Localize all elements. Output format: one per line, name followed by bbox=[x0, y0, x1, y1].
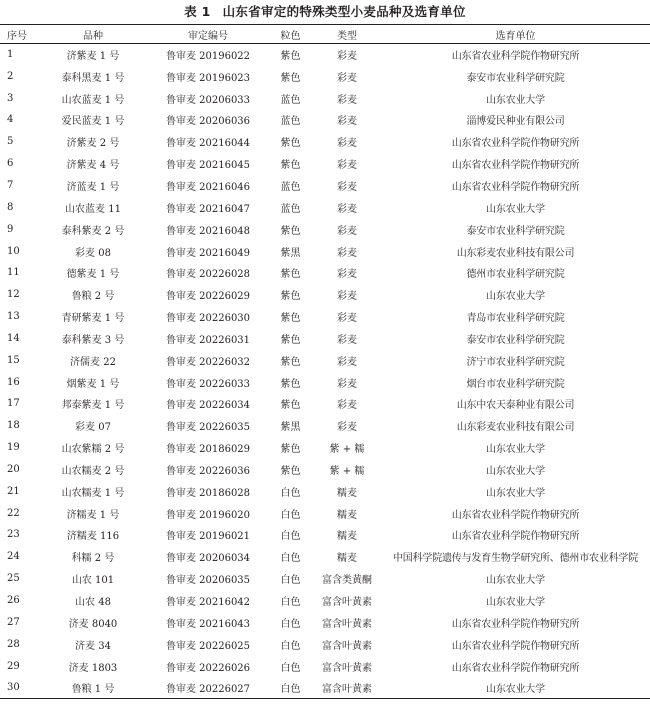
header-approval-code: 审定编号 bbox=[148, 25, 268, 44]
cell-serial: 15 bbox=[7, 354, 20, 366]
cell-variety: 济紫麦 2 号 bbox=[66, 138, 120, 150]
cell-serial: 30 bbox=[0, 677, 38, 699]
table-row bbox=[0, 568, 650, 590]
cell-type: 彩麦 bbox=[337, 400, 357, 412]
table-row bbox=[0, 459, 650, 481]
table-title: 山东省审定的特殊类型小麦品种及选育单位 bbox=[222, 4, 466, 19]
cell-approval-code: 鲁审麦 20216043 bbox=[165, 618, 251, 630]
cell-breeding-unit: 山东农业大学 bbox=[486, 291, 545, 303]
cell-variety: 青研紫麦 1 号 bbox=[61, 313, 125, 325]
table-row bbox=[0, 44, 650, 66]
cell-type: 富含叶黄素 bbox=[322, 618, 372, 630]
table-row bbox=[0, 524, 650, 546]
cell-type: 彩麦 bbox=[337, 378, 357, 390]
table-row bbox=[0, 611, 650, 633]
cell-grain-color: 白色 bbox=[268, 677, 313, 699]
table-row bbox=[0, 415, 650, 437]
cell-variety: 山农 101 bbox=[71, 575, 115, 587]
cell-approval-code: 鲁审麦 20226031 bbox=[165, 334, 251, 346]
cell-serial: 26 bbox=[7, 595, 20, 607]
cell-approval-code: 鲁审麦 20216046 bbox=[165, 181, 251, 193]
cell-breeding-unit: 山东省农业科学院作物研究所 bbox=[451, 509, 580, 521]
cell-type: 紫 + 糯 bbox=[329, 444, 365, 456]
cell-grain-color: 白色 bbox=[280, 597, 301, 609]
cell-grain-color: 白色 bbox=[280, 553, 301, 565]
table-row bbox=[0, 65, 650, 87]
cell-serial: 4 bbox=[7, 114, 14, 126]
cell-serial: 21 bbox=[7, 485, 20, 497]
cell-type: 彩麦 bbox=[337, 138, 357, 150]
cell-serial: 3 bbox=[7, 92, 14, 104]
cell-serial: 16 bbox=[7, 376, 20, 388]
cell-breeding-unit: 泰安市农业科学研究院 bbox=[466, 225, 565, 237]
cell-grain-color: 紫色 bbox=[280, 378, 301, 390]
cell-type: 彩麦 bbox=[337, 269, 357, 281]
cell-grain-color: 紫色 bbox=[280, 160, 301, 172]
cell-approval-code: 鲁审麦 20206036 bbox=[165, 116, 251, 128]
cell-approval-code: 鲁审麦 20226030 bbox=[165, 313, 251, 325]
cell-serial: 23 bbox=[7, 529, 20, 541]
cell-type: 糯麦 bbox=[337, 531, 357, 543]
cell-breeding-unit: 山东中农天泰种业有限公司 bbox=[456, 400, 575, 412]
cell-serial: 11 bbox=[7, 267, 20, 279]
cell-grain-color: 紫色 bbox=[280, 465, 301, 477]
cell-serial: 18 bbox=[7, 420, 20, 432]
header-variety: 品种 bbox=[38, 25, 148, 44]
cell-breeding-unit: 济宁市农业科学研究院 bbox=[466, 356, 565, 368]
cell-grain-color: 白色 bbox=[280, 487, 301, 499]
cell-variety: 济糯麦 116 bbox=[66, 531, 120, 543]
cell-serial: 19 bbox=[7, 442, 20, 454]
cell-approval-code: 鲁审麦 20206033 bbox=[165, 94, 251, 106]
table-row bbox=[0, 437, 650, 459]
cell-variety: 山农糯麦 2 号 bbox=[61, 465, 125, 477]
cell-variety: 山农蓝麦 1 号 bbox=[61, 94, 125, 106]
cell-grain-color: 蓝色 bbox=[280, 181, 301, 193]
cell-grain-color: 蓝色 bbox=[280, 116, 301, 128]
cell-approval-code: 鲁审麦 20226032 bbox=[165, 356, 251, 368]
cell-approval-code: 鲁审麦 20216045 bbox=[165, 160, 251, 172]
cell-grain-color: 蓝色 bbox=[280, 94, 301, 106]
cell-type: 彩麦 bbox=[337, 313, 357, 325]
cell-approval-code: 鲁审麦 20186028 bbox=[165, 487, 251, 499]
cell-approval-code: 鲁审麦 20226026 bbox=[165, 662, 251, 674]
cell-variety: 烟紫麦 1 号 bbox=[66, 378, 120, 390]
cell-type: 彩麦 bbox=[337, 181, 357, 193]
cell-variety: 鲁粮 2 号 bbox=[71, 291, 115, 303]
cell-approval-code: 鲁审麦 20216044 bbox=[165, 138, 251, 150]
cell-variety: 济麦 34 bbox=[75, 640, 111, 652]
cell-serial: 13 bbox=[7, 311, 20, 323]
table-number: 表 1 bbox=[184, 4, 211, 19]
cell-type: 彩麦 bbox=[337, 291, 357, 303]
table-row bbox=[0, 393, 650, 415]
table-row bbox=[0, 306, 650, 328]
cell-breeding-unit: 山东省农业科学院作物研究所 bbox=[451, 138, 580, 150]
cell-grain-color: 白色 bbox=[280, 575, 301, 587]
cell-type: 富含类黄酮 bbox=[322, 575, 372, 587]
cell-type: 彩麦 bbox=[337, 203, 357, 215]
cell-grain-color: 紫色 bbox=[280, 356, 301, 368]
table-row bbox=[0, 349, 650, 371]
cell-breeding-unit: 山东农业大学 bbox=[486, 444, 545, 456]
cell-serial: 29 bbox=[7, 660, 20, 672]
table-row bbox=[0, 327, 650, 349]
cell-grain-color: 白色 bbox=[280, 662, 301, 674]
table-row bbox=[0, 196, 650, 218]
cell-type: 富含叶黄素 bbox=[322, 662, 372, 674]
cell-variety: 山农紫糯 2 号 bbox=[61, 444, 125, 456]
table-caption bbox=[0, 0, 650, 24]
cell-approval-code: 鲁审麦 20226036 bbox=[165, 465, 251, 477]
cell-grain-color: 紫色 bbox=[280, 291, 301, 303]
cell-variety: 济蓝麦 1 号 bbox=[66, 181, 120, 193]
cell-variety: 山农糯麦 1 号 bbox=[61, 487, 125, 499]
table-row bbox=[0, 175, 650, 197]
cell-serial: 7 bbox=[7, 179, 14, 191]
table-row bbox=[0, 240, 650, 262]
cell-breeding-unit: 泰安市农业科学研究院 bbox=[466, 334, 565, 346]
cell-grain-color: 紫色 bbox=[280, 444, 301, 456]
cell-variety: 济紫麦 4 号 bbox=[66, 160, 120, 172]
cell-breeding-unit: 山东农业大学 bbox=[486, 597, 545, 609]
cell-grain-color: 紫色 bbox=[280, 225, 301, 237]
cell-type: 彩麦 bbox=[337, 225, 357, 237]
cell-type: 彩麦 bbox=[337, 94, 357, 106]
cell-variety: 邦泰紫麦 1 号 bbox=[61, 400, 125, 412]
cell-breeding-unit: 山东农业大学 bbox=[486, 465, 545, 477]
cell-breeding-unit: 山东省农业科学院作物研究所 bbox=[451, 618, 580, 630]
cell-type: 紫 + 糯 bbox=[329, 465, 365, 477]
cell-serial: 27 bbox=[7, 616, 20, 628]
cell-type: 富含叶黄素 bbox=[322, 640, 372, 652]
cell-variety: 鲁粮 1 号 bbox=[38, 677, 148, 699]
cell-approval-code: 鲁审麦 20206034 bbox=[165, 553, 251, 565]
cell-breeding-unit: 烟台市农业科学研究院 bbox=[466, 378, 565, 390]
cell-breeding-unit: 山东省农业科学院作物研究所 bbox=[451, 640, 580, 652]
cell-serial: 14 bbox=[7, 332, 20, 344]
table-row bbox=[0, 677, 650, 699]
table-row bbox=[0, 131, 650, 153]
cell-type: 富含叶黄素 bbox=[322, 597, 372, 609]
cell-variety: 山农蓝麦 11 bbox=[65, 203, 121, 215]
header-serial: 序号 bbox=[0, 25, 38, 44]
cell-approval-code: 鲁审麦 20226029 bbox=[165, 291, 251, 303]
cell-breeding-unit: 山东省农业科学院作物研究所 bbox=[451, 662, 580, 674]
header-grain-color: 粒色 bbox=[268, 25, 313, 44]
cell-variety: 彩麦 07 bbox=[75, 422, 111, 434]
cell-grain-color: 紫色 bbox=[280, 269, 301, 281]
table-row bbox=[0, 480, 650, 502]
table-row bbox=[0, 218, 650, 240]
varieties-table bbox=[0, 24, 650, 699]
cell-serial: 28 bbox=[7, 638, 20, 650]
cell-grain-color: 蓝色 bbox=[280, 203, 301, 215]
cell-variety: 泰科紫麦 3 号 bbox=[61, 334, 125, 346]
cell-variety: 济麦 1803 bbox=[68, 662, 118, 674]
cell-approval-code: 鲁审麦 20196022 bbox=[165, 51, 251, 63]
cell-grain-color: 白色 bbox=[280, 618, 301, 630]
cell-approval-code: 鲁审麦 20216047 bbox=[165, 203, 251, 215]
cell-type: 彩麦 bbox=[337, 72, 357, 84]
table-row bbox=[0, 655, 650, 677]
cell-breeding-unit: 山东彩麦农业科技有限公司 bbox=[456, 422, 575, 434]
cell-breeding-unit: 山东省农业科学院作物研究所 bbox=[451, 51, 580, 63]
cell-approval-code: 鲁审麦 20226025 bbox=[165, 640, 251, 652]
cell-breeding-unit: 山东农业大学 bbox=[486, 487, 545, 499]
table-row bbox=[0, 87, 650, 109]
table-row bbox=[0, 153, 650, 175]
cell-serial: 12 bbox=[7, 289, 20, 301]
cell-grain-color: 白色 bbox=[280, 531, 301, 543]
cell-variety: 科糯 2 号 bbox=[71, 553, 115, 565]
cell-approval-code: 鲁审麦 20226034 bbox=[165, 400, 251, 412]
header-row bbox=[0, 25, 650, 44]
table-row bbox=[0, 502, 650, 524]
cell-breeding-unit: 中国科学院遗传与发育生物学研究所、德州市农业科学院 bbox=[393, 553, 638, 565]
cell-type: 彩麦 bbox=[337, 116, 357, 128]
cell-breeding-unit: 山东农业大学 bbox=[381, 677, 650, 699]
cell-grain-color: 紫色 bbox=[280, 313, 301, 325]
cell-breeding-unit: 山东省农业科学院作物研究所 bbox=[451, 531, 580, 543]
table-row bbox=[0, 109, 650, 131]
cell-type: 彩麦 bbox=[337, 160, 357, 172]
cell-breeding-unit: 淄博爱民种业有限公司 bbox=[466, 116, 565, 128]
cell-variety: 济糯麦 1 号 bbox=[66, 509, 120, 521]
cell-breeding-unit: 德州市农业科学研究院 bbox=[466, 269, 565, 281]
cell-approval-code: 鲁审麦 20196020 bbox=[165, 509, 251, 521]
cell-variety: 山农 48 bbox=[75, 597, 111, 609]
table-row bbox=[0, 262, 650, 284]
header-type: 类型 bbox=[313, 25, 381, 44]
cell-approval-code: 鲁审麦 20226035 bbox=[165, 422, 251, 434]
cell-variety: 爱民蓝麦 1 号 bbox=[61, 116, 125, 128]
cell-grain-color: 紫色 bbox=[280, 51, 301, 63]
table-row bbox=[0, 590, 650, 612]
cell-breeding-unit: 山东农业大学 bbox=[486, 94, 545, 106]
cell-type: 彩麦 bbox=[337, 247, 357, 259]
table-row bbox=[0, 371, 650, 393]
table-body bbox=[0, 44, 650, 699]
cell-type: 糯麦 bbox=[337, 487, 357, 499]
cell-approval-code: 鲁审麦 20226028 bbox=[165, 269, 251, 281]
cell-variety: 彩麦 08 bbox=[75, 247, 111, 259]
cell-grain-color: 白色 bbox=[280, 509, 301, 521]
cell-type: 糯麦 bbox=[337, 509, 357, 521]
cell-approval-code: 鲁审麦 20226027 bbox=[148, 677, 268, 699]
table-header bbox=[0, 25, 650, 44]
cell-grain-color: 紫色 bbox=[280, 334, 301, 346]
cell-breeding-unit: 山东彩麦农业科技有限公司 bbox=[456, 247, 575, 259]
cell-type: 彩麦 bbox=[337, 356, 357, 368]
cell-variety: 泰科紫麦 2 号 bbox=[61, 225, 125, 237]
cell-variety: 德紫麦 1 号 bbox=[66, 269, 120, 281]
cell-breeding-unit: 山东农业大学 bbox=[486, 575, 545, 587]
cell-variety: 泰科黑麦 1 号 bbox=[61, 72, 125, 84]
cell-type: 彩麦 bbox=[337, 334, 357, 346]
cell-grain-color: 紫黑 bbox=[280, 247, 301, 259]
header-breeding-unit: 选育单位 bbox=[381, 25, 650, 44]
table-row bbox=[0, 284, 650, 306]
table-row bbox=[0, 546, 650, 568]
cell-grain-color: 紫色 bbox=[280, 72, 301, 84]
cell-serial: 17 bbox=[7, 398, 20, 410]
cell-variety: 济儒麦 22 bbox=[70, 356, 116, 368]
cell-approval-code: 鲁审麦 20226033 bbox=[165, 378, 251, 390]
cell-grain-color: 紫色 bbox=[280, 400, 301, 412]
cell-approval-code: 鲁审麦 20206035 bbox=[165, 575, 251, 587]
cell-grain-color: 紫色 bbox=[280, 138, 301, 150]
cell-serial: 22 bbox=[7, 507, 20, 519]
table-row bbox=[0, 633, 650, 655]
cell-approval-code: 鲁审麦 20216049 bbox=[165, 247, 251, 259]
cell-grain-color: 白色 bbox=[280, 640, 301, 652]
cell-type: 彩麦 bbox=[337, 422, 357, 434]
cell-variety: 济紫麦 1 号 bbox=[66, 51, 120, 63]
cell-approval-code: 鲁审麦 20216042 bbox=[165, 597, 251, 609]
cell-type: 彩麦 bbox=[337, 51, 357, 63]
cell-breeding-unit: 泰安市农业科学研究院 bbox=[466, 72, 565, 84]
cell-variety: 济麦 8040 bbox=[68, 618, 118, 630]
cell-serial: 24 bbox=[7, 551, 20, 563]
cell-breeding-unit: 山东农业大学 bbox=[486, 203, 545, 215]
cell-serial: 10 bbox=[7, 245, 20, 257]
cell-breeding-unit: 山东省农业科学院作物研究所 bbox=[451, 160, 580, 172]
cell-serial: 5 bbox=[7, 136, 14, 148]
cell-serial: 25 bbox=[7, 573, 20, 585]
cell-type: 富含叶黄素 bbox=[313, 677, 381, 699]
cell-grain-color: 紫黑 bbox=[280, 422, 301, 434]
cell-serial: 20 bbox=[7, 463, 20, 475]
cell-serial: 9 bbox=[7, 223, 14, 235]
cell-approval-code: 鲁审麦 20216048 bbox=[165, 225, 251, 237]
cell-breeding-unit: 山东省农业科学院作物研究所 bbox=[451, 181, 580, 193]
cell-breeding-unit: 青岛市农业科学研究院 bbox=[466, 313, 565, 325]
cell-serial: 8 bbox=[7, 201, 14, 213]
cell-serial: 6 bbox=[7, 158, 14, 170]
cell-approval-code: 鲁审麦 20186029 bbox=[165, 444, 251, 456]
cell-serial: 2 bbox=[7, 70, 14, 82]
cell-approval-code: 鲁审麦 20196021 bbox=[165, 531, 251, 543]
cell-approval-code: 鲁审麦 20196023 bbox=[165, 72, 251, 84]
cell-type: 糯麦 bbox=[337, 553, 357, 565]
cell-serial: 1 bbox=[7, 49, 14, 61]
